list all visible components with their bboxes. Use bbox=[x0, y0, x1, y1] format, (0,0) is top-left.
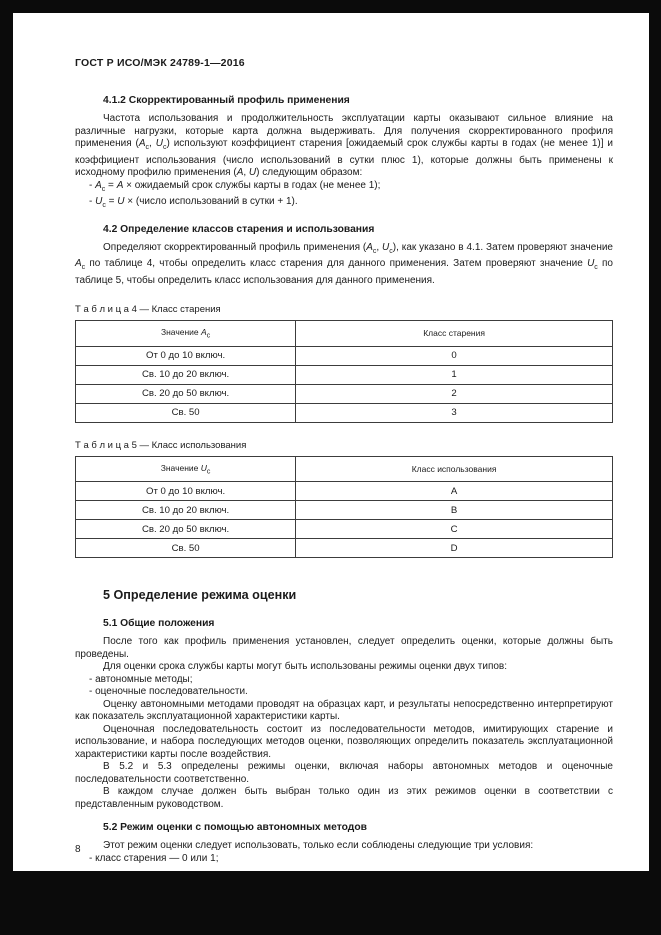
paragraph-5-1-b: Для оценки срока службы карты могут быть использованы режимы оценки двух типов: bbox=[103, 661, 508, 673]
usage-class-table bbox=[75, 456, 613, 559]
table-header-cell: Значение $U_c$ bbox=[76, 456, 296, 482]
page-number: 8 bbox=[75, 844, 81, 855]
table-row bbox=[76, 365, 613, 384]
table-header-cell: Класс старения bbox=[296, 321, 613, 347]
table-cell: 1 bbox=[296, 365, 613, 384]
table-cell: Св. 50 bbox=[76, 403, 296, 422]
list-item-autonomous: - автономные методы; bbox=[89, 673, 193, 685]
paragraph-5-2-a: Этот режим оценки следует использовать, только если соблюдены следующие три условия: bbox=[103, 840, 534, 852]
running-header: ГОСТ Р ИСО/МЭК 24789-1—2016 bbox=[75, 57, 245, 69]
table-row bbox=[76, 539, 613, 558]
paragraph-5-1-f: В каждом случае должен быть выбран только один из этих режимов оценки в соответствии с представленным руководством. bbox=[75, 786, 613, 810]
table-cell: D bbox=[296, 539, 613, 558]
table5-caption: Т а б л и ц а 5 — Класс использования bbox=[75, 439, 247, 451]
heading-4-1-2: 4.1.2 Скорректированный профиль применения bbox=[103, 95, 350, 106]
heading-5-2: 5.2 Режим оценки с помощью автономных методов bbox=[103, 822, 367, 834]
table-cell: Св. 10 до 20 включ. bbox=[76, 501, 296, 520]
table-row bbox=[76, 346, 613, 365]
table-cell: Св. 20 до 50 включ. bbox=[76, 384, 296, 403]
table-cell: B bbox=[296, 501, 613, 520]
paragraph-5-1-e: В 5.2 и 5.3 определены режимы оценки, включая наборы автономных методов и оценочные последовательности соответственно. bbox=[75, 761, 613, 785]
list-item-sequences: - оценочные последовательности. bbox=[89, 686, 248, 698]
table-cell: Св. 10 до 20 включ. bbox=[76, 365, 296, 384]
paragraph-5-1-a: После того как профиль применения установлен, следует определить оценки, которые должны быть проведены. bbox=[75, 636, 613, 660]
heading-5: 5 Определение режима оценки bbox=[103, 588, 297, 603]
table-cell: От 0 до 10 включ. bbox=[76, 346, 296, 365]
paragraph-4-1-2: Частота использования и продолжительность эксплуатации карты оказывают сильное влияние на различные нагрузки, которые карта должна выдерживать. Для получения скорректированного профиля применения ($A_c$, $U_c$) используют коэффициент старения [ожидаемый срок службы карты в годах (не менее 1)] и коэффициент использования (число использований в сутки плюс 1), которые должны быть применены к исходному профилю применения (A, U) следующим образом: bbox=[75, 113, 613, 178]
table-cell: 3 bbox=[296, 403, 613, 422]
table-cell: 0 bbox=[296, 346, 613, 365]
formula-item-ac: - $A_c = A$ × ожидаемый срок службы карты в годах (не менее 1); bbox=[89, 179, 381, 193]
table-cell: A bbox=[296, 482, 613, 501]
table-cell: От 0 до 10 включ. bbox=[76, 482, 296, 501]
table-header-row bbox=[76, 456, 613, 482]
table-header-cell: Класс использования bbox=[296, 456, 613, 482]
table-cell: Св. 50 bbox=[76, 539, 296, 558]
paragraph-5-1-c: Оценку автономными методами проводят на образцах карт, и результаты непосредственно интерпретируют как показатель эксплуатационной характеристики карты. bbox=[75, 698, 613, 723]
table-header-row bbox=[76, 321, 613, 347]
table-row bbox=[76, 403, 613, 422]
paragraph-5-1-d: Оценочная последовательность состоит из последовательности методов, имитирующих старение и использование, и набора последующих методов оценки, позволяющих определить показатель эксплуатационной характеристики карты после воздействия. bbox=[75, 723, 613, 760]
table-row bbox=[76, 501, 613, 520]
formula-item-uc: - $U_c = U$ × (число использований в сутки + 1). bbox=[89, 196, 298, 209]
table-cell: 2 bbox=[296, 384, 613, 403]
table-row bbox=[76, 482, 613, 501]
table-row bbox=[76, 520, 613, 539]
aging-class-table bbox=[75, 320, 613, 423]
table-cell: Св. 20 до 50 включ. bbox=[76, 520, 296, 539]
document-page bbox=[13, 13, 649, 871]
heading-4-2: 4.2 Определение классов старения и использования bbox=[103, 223, 375, 235]
table4-caption: Т а б л и ц а 4 — Класс старения bbox=[75, 304, 221, 315]
table-cell: C bbox=[296, 520, 613, 539]
table-row bbox=[76, 384, 613, 403]
table-header-cell: Значение $A_c$ bbox=[76, 321, 296, 347]
list-item-aging-class: - класс старения — 0 или 1; bbox=[89, 852, 219, 864]
paragraph-4-2: Определяют скорректированный профиль применения ($A_c$, $U_c$), как указано в 4.1. Затем проверяют значение $A_c$ по таблице 4, чтобы определить класс старения для данного применения. Затем проверяют значение $U_c$ по таблице 5, чтобы определить класс использования для данного применения. bbox=[75, 241, 613, 286]
heading-5-1: 5.1 Общие положения bbox=[103, 618, 215, 630]
